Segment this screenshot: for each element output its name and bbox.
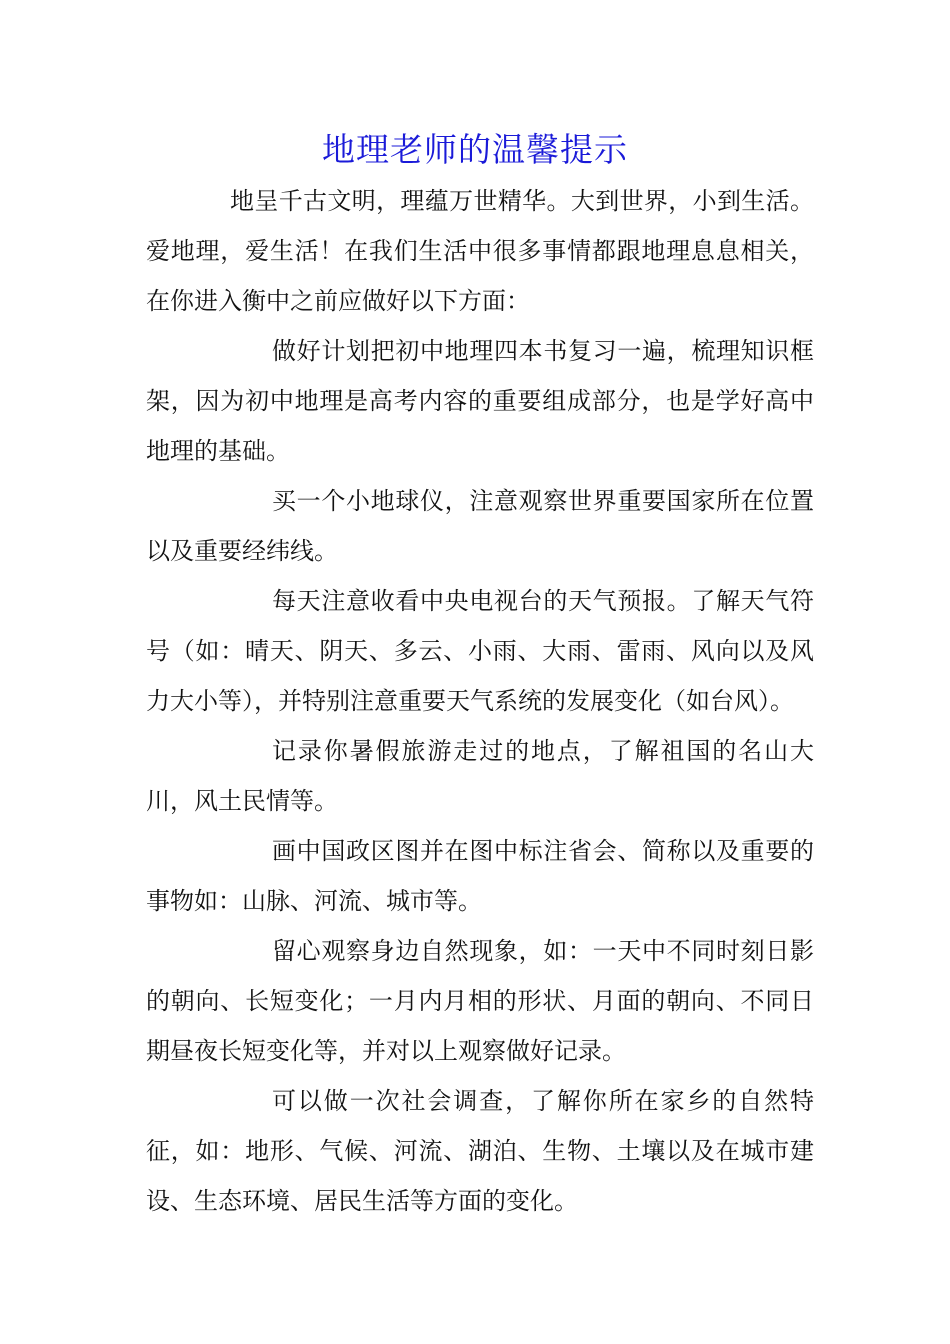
intro-paragraph: 地呈千古文明，理蕴万世精华。大到世界，小到生活。爱地理，爱生活！在我们生活中很多事情都跟地理息息相关，在你进入衡中之前应做好以下方面： — [146, 187, 814, 315]
tip-paragraph-1: 做好计划把初中地理四本书复习一遍，梳理知识框架，因为初中地理是高考内容的重要组成部分，也是学好高中地理的基础。 — [146, 337, 814, 465]
document-body — [146, 176, 814, 1226]
tip-paragraph-6: 留心观察身边自然现象，如：一天中不同时刻日影的朝向、长短变化；一月内月相的形状、月面的朝向、不同日期昼夜长短变化等，并对以上观察做好记录。 — [146, 937, 814, 1065]
tip-paragraph-2: 买一个小地球仪，注意观察世界重要国家所在位置以及重要经纬线。 — [146, 487, 814, 565]
tip-paragraph-7: 可以做一次社会调查，了解你所在家乡的自然特征，如：地形、气候、河流、湖泊、生物、土壤以及在城市建设、生态环境、居民生活等方面的变化。 — [146, 1087, 814, 1215]
tip-paragraph-5: 画中国政区图并在图中标注省会、简称以及重要的事物如：山脉、河流、城市等。 — [146, 837, 814, 915]
tip-paragraph-4: 记录你暑假旅游走过的地点，了解祖国的名山大川，风土民情等。 — [146, 737, 814, 815]
document-title: 地理老师的温馨提示 — [322, 130, 628, 169]
tip-paragraph-3: 每天注意收看中央电视台的天气预报。了解天气符号（如：晴天、阴天、多云、小雨、大雨、雷雨、风向以及风力大小等），并特别注意重要天气系统的发展变化（如台风）。 — [146, 587, 814, 715]
